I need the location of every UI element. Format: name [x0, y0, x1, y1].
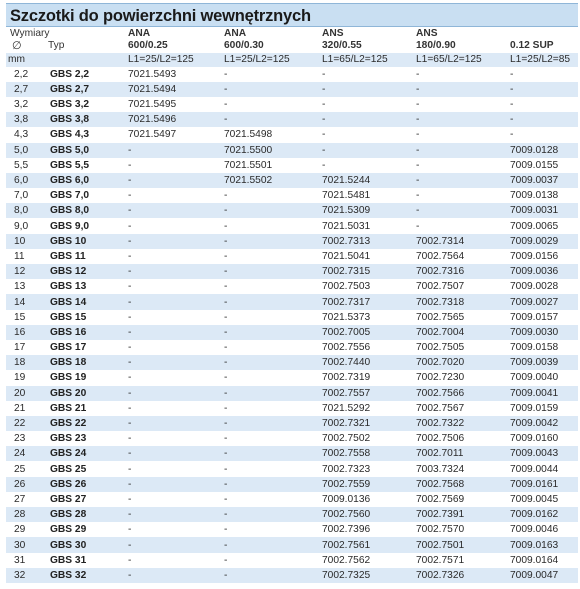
- cell-ana-600-030: 7021.5498: [224, 129, 273, 141]
- cell-ans-320-055: 7002.7317: [320, 294, 414, 309]
- cell-ana-600-025: -: [128, 372, 132, 384]
- cell-ana-600-030: -: [224, 220, 228, 232]
- cell-type: GBS 25: [50, 463, 87, 475]
- cell-type: GBS 28: [46, 507, 126, 522]
- cell-ana-600-030: -: [224, 463, 228, 475]
- cell-sup-012: 7009.0157: [510, 311, 559, 323]
- cell-sup-012: 7009.0031: [508, 203, 578, 218]
- cell-sup-012: 7009.0158: [510, 342, 559, 354]
- cell-ans-180-090: 7002.7501: [414, 537, 508, 552]
- table-row: [6, 492, 578, 507]
- cell-type: GBS 22: [46, 416, 126, 431]
- cell-type: GBS 6,0: [46, 173, 126, 188]
- cell-sup-012: 7009.0036: [508, 264, 578, 279]
- cell-ans-320-055: 7002.7319: [322, 372, 371, 384]
- cell-diameter: 30: [6, 537, 46, 552]
- cell-ans-320-055: -: [322, 68, 326, 80]
- cell-ans-320-055: 7021.5309: [320, 203, 414, 218]
- cell-diameter: 14: [6, 294, 46, 309]
- table-row: [6, 264, 578, 279]
- cell-diameter: 10: [6, 234, 46, 249]
- header-col-4-spec: 180/0.90: [416, 40, 456, 52]
- cell-sup-012: -: [510, 129, 514, 141]
- cell-type: GBS 21: [50, 402, 87, 414]
- cell-ana-600-025: -: [126, 386, 222, 401]
- cell-sup-012: 7009.0027: [508, 294, 578, 309]
- header-row-names: [6, 28, 578, 40]
- cell-diameter: 18: [6, 355, 46, 370]
- cell-ana-600-025: -: [128, 402, 132, 414]
- cell-ans-180-090: 7002.7505: [416, 342, 465, 354]
- cell-ana-600-025: -: [126, 416, 222, 431]
- cell-ans-320-055: 7002.7440: [320, 355, 414, 370]
- cell-sup-012: 7009.0156: [510, 250, 559, 262]
- cell-type: GBS 20: [46, 386, 126, 401]
- cell-ans-320-055: 7021.5373: [322, 311, 371, 323]
- table-row: [6, 249, 578, 264]
- cell-ans-320-055: 7021.5244: [320, 173, 414, 188]
- cell-diameter: 7,0: [14, 190, 29, 202]
- cell-sup-012: 7009.0037: [508, 173, 578, 188]
- cell-ans-320-055: 7002.7325: [320, 568, 414, 583]
- cell-ana-600-030: -: [224, 402, 228, 414]
- table-row: [6, 325, 578, 340]
- cell-ana-600-025: -: [128, 250, 132, 262]
- cell-ana-600-025: -: [126, 355, 222, 370]
- cell-ans-320-055: 7009.0136: [322, 493, 371, 505]
- cell-ana-600-025: -: [126, 477, 222, 492]
- cell-type: GBS 19: [50, 372, 87, 384]
- cell-ana-600-025: -: [128, 463, 132, 475]
- cell-ans-320-055: -: [320, 143, 414, 158]
- cell-sup-012: 7009.0128: [508, 143, 578, 158]
- table-row: [6, 446, 578, 461]
- cell-ans-180-090: 7002.7004: [414, 325, 508, 340]
- table-row: [6, 340, 578, 355]
- cell-type: GBS 16: [46, 325, 126, 340]
- table-row: [6, 355, 578, 370]
- cell-ana-600-030: -: [222, 537, 320, 552]
- cell-type: GBS 29: [50, 524, 87, 536]
- cell-ana-600-030: -: [224, 281, 228, 293]
- cell-ana-600-025: -: [126, 537, 222, 552]
- cell-type: GBS 15: [50, 311, 87, 323]
- cell-ana-600-030: -: [222, 82, 320, 97]
- cell-ans-320-055: -: [320, 112, 414, 127]
- cell-ans-180-090: 7002.7230: [416, 372, 465, 384]
- table-body: [6, 28, 578, 583]
- cell-type: GBS 24: [46, 446, 126, 461]
- cell-diameter: 32: [6, 568, 46, 583]
- cell-ans-320-055: 7002.7561: [320, 537, 414, 552]
- cell-diameter: 2,7: [6, 82, 46, 97]
- cell-ana-600-025: -: [126, 507, 222, 522]
- cell-diameter: 3,8: [6, 112, 46, 127]
- cell-ana-600-030: 7021.5501: [224, 159, 273, 171]
- cell-sup-012: 7009.0138: [510, 190, 559, 202]
- cell-ans-180-090: -: [414, 173, 508, 188]
- table-row: [6, 537, 578, 552]
- header-wymiary: Wymiary: [10, 28, 50, 40]
- cell-ana-600-030: 7021.5502: [222, 173, 320, 188]
- cell-ans-180-090: 7002.7567: [416, 402, 465, 414]
- cell-diameter: 12: [6, 264, 46, 279]
- table-row: [6, 461, 578, 476]
- cell-sup-012: 7009.0028: [510, 281, 559, 293]
- cell-sup-012: 7009.0041: [508, 386, 578, 401]
- cell-ans-180-090: 7002.7011: [414, 446, 508, 461]
- cell-ana-600-030: -: [222, 294, 320, 309]
- cell-ana-600-025: -: [126, 234, 222, 249]
- cell-sup-012: 7009.0045: [510, 493, 559, 505]
- cell-diameter: 6,0: [6, 173, 46, 188]
- cell-ana-600-030: -: [224, 190, 228, 202]
- table-row: [6, 203, 578, 218]
- cell-diameter: 26: [6, 477, 46, 492]
- table-row: [6, 416, 578, 431]
- cell-ans-320-055: 7002.7559: [320, 477, 414, 492]
- header-col-3-spec: 320/0.55: [322, 40, 362, 52]
- cell-ans-180-090: 7002.7566: [414, 386, 508, 401]
- header-col-4-name: ANS: [416, 28, 438, 40]
- table-row: [6, 370, 578, 385]
- table-row: [6, 553, 578, 568]
- cell-sup-012: 7009.0155: [510, 159, 559, 171]
- cell-sup-012: 7009.0039: [508, 355, 578, 370]
- cell-type: GBS 14: [46, 294, 126, 309]
- cell-ana-600-030: -: [224, 99, 228, 111]
- table-row: [6, 82, 578, 97]
- cell-ana-600-025: -: [126, 325, 222, 340]
- table-row: [6, 310, 578, 325]
- table-row: [6, 386, 578, 401]
- cell-ans-320-055: 7002.7323: [322, 463, 371, 475]
- cell-sup-012: 7009.0164: [510, 554, 559, 566]
- header-col-5-spec: 0.12 SUP: [510, 40, 554, 52]
- cell-type: GBS 31: [50, 554, 87, 566]
- cell-ans-180-090: -: [414, 82, 508, 97]
- cell-diameter: 29: [14, 524, 26, 536]
- cell-sup-012: -: [508, 112, 578, 127]
- cell-ans-320-055: 7002.7503: [322, 281, 371, 293]
- header-mm: mm: [6, 53, 46, 67]
- cell-ana-600-030: -: [222, 446, 320, 461]
- cell-ans-320-055: -: [322, 99, 326, 111]
- cell-diameter: 11: [14, 250, 25, 262]
- header-col-1-spec: 600/0.25: [128, 40, 168, 52]
- cell-diameter: 8,0: [6, 203, 46, 218]
- cell-diameter: 24: [6, 446, 46, 461]
- table-row: [6, 401, 578, 416]
- cell-sup-012: 7009.0161: [508, 477, 578, 492]
- cell-type: GBS 32: [46, 568, 126, 583]
- table-row: [6, 507, 578, 522]
- cell-ans-180-090: 7002.7564: [416, 250, 465, 262]
- cell-ana-600-030: -: [222, 386, 320, 401]
- header-col-2-name: ANA: [224, 28, 247, 40]
- cell-ana-600-030: -: [224, 311, 228, 323]
- cell-ans-180-090: 7002.7565: [416, 311, 465, 323]
- cell-ans-180-090: 7002.7571: [416, 554, 465, 566]
- table-row: [6, 431, 578, 446]
- cell-ans-180-090: -: [414, 112, 508, 127]
- cell-sup-012: 7009.0040: [510, 372, 559, 384]
- cell-ans-180-090: -: [416, 129, 420, 141]
- header-col-3-size: L1=65/L2=125: [320, 53, 414, 67]
- cell-type: GBS 17: [50, 342, 87, 354]
- cell-sup-012: 7009.0029: [508, 234, 578, 249]
- table-row: [6, 477, 578, 492]
- cell-type: GBS 3,2: [50, 99, 90, 111]
- cell-ana-600-025: -: [128, 342, 132, 354]
- cell-sup-012: -: [510, 99, 514, 111]
- cell-sup-012: -: [510, 68, 514, 80]
- cell-type: GBS 7,0: [50, 190, 90, 202]
- cell-ans-320-055: 7021.5481: [322, 190, 371, 202]
- cell-sup-012: 7009.0047: [508, 568, 578, 583]
- cell-ana-600-030: -: [222, 477, 320, 492]
- cell-ans-320-055: 7002.7321: [320, 416, 414, 431]
- cell-type: GBS 3,8: [46, 112, 126, 127]
- cell-sup-012: -: [508, 82, 578, 97]
- cell-type: GBS 30: [46, 537, 126, 552]
- diameter-icon: ∅: [12, 40, 22, 53]
- cell-diameter: 16: [6, 325, 46, 340]
- cell-ana-600-030: -: [222, 234, 320, 249]
- cell-ans-180-090: 7002.7322: [414, 416, 508, 431]
- cell-sup-012: 7009.0046: [510, 524, 559, 536]
- cell-ans-320-055: 7002.7562: [322, 554, 371, 566]
- cell-type: GBS 10: [46, 234, 126, 249]
- table-row: [6, 568, 578, 583]
- cell-diameter: 15: [14, 311, 26, 323]
- cell-diameter: 21: [14, 402, 26, 414]
- cell-ana-600-025: -: [126, 173, 222, 188]
- cell-type: GBS 12: [46, 264, 126, 279]
- cell-sup-012: 7009.0044: [510, 463, 559, 475]
- cell-ans-180-090: 7002.7570: [416, 524, 465, 536]
- header-row-units: [6, 53, 578, 67]
- cell-type: GBS 26: [46, 477, 126, 492]
- cell-type: GBS 23: [50, 433, 87, 445]
- cell-ana-600-025: -: [126, 294, 222, 309]
- cell-ana-600-025: -: [128, 281, 132, 293]
- cell-ans-320-055: 7002.7560: [320, 507, 414, 522]
- cell-diameter: 9,0: [14, 220, 29, 232]
- header-col-1-size: L1=25/L2=125: [126, 53, 222, 67]
- table-row: [6, 143, 578, 158]
- cell-ana-600-025: 7021.5496: [126, 112, 222, 127]
- cell-ana-600-025: -: [126, 143, 222, 158]
- header-col-5-size: L1=25/L2=85: [508, 53, 578, 67]
- cell-ans-180-090: -: [414, 143, 508, 158]
- cell-ans-180-090: 7002.7391: [414, 507, 508, 522]
- cell-ana-600-030: -: [222, 568, 320, 583]
- cell-ana-600-030: -: [224, 372, 228, 384]
- header-col-1-name: ANA: [128, 28, 151, 40]
- header-col-2-size: L1=25/L2=125: [222, 53, 320, 67]
- product-table: [6, 28, 578, 583]
- cell-type: GBS 5,5: [50, 159, 90, 171]
- cell-ans-180-090: -: [416, 99, 420, 111]
- cell-ana-600-025: -: [126, 264, 222, 279]
- cell-ana-600-030: -: [224, 493, 228, 505]
- cell-diameter: 22: [6, 416, 46, 431]
- cell-type: GBS 8,0: [46, 203, 126, 218]
- cell-ans-320-055: 7021.5292: [322, 402, 371, 414]
- cell-type: GBS 2,2: [50, 68, 90, 80]
- header-col-3-name: ANS: [322, 28, 344, 40]
- cell-ana-600-025: -: [128, 311, 132, 323]
- table-row: [6, 127, 578, 142]
- cell-ans-180-090: 7002.7316: [414, 264, 508, 279]
- cell-ans-180-090: -: [416, 68, 420, 80]
- cell-type: GBS 27: [50, 493, 87, 505]
- header-col-5-name: [508, 28, 578, 40]
- cell-diameter: 4,3: [14, 129, 29, 141]
- cell-type: GBS 18: [46, 355, 126, 370]
- table-row: [6, 279, 578, 294]
- table-row: [6, 234, 578, 249]
- cell-diameter: 13: [14, 281, 26, 293]
- cell-ana-600-030: 7021.5500: [222, 143, 320, 158]
- table-row: [6, 294, 578, 309]
- cell-sup-012: 7009.0160: [510, 433, 559, 445]
- cell-ans-180-090: 7002.7326: [414, 568, 508, 583]
- cell-diameter: 5,0: [6, 143, 46, 158]
- table-row: [6, 522, 578, 537]
- cell-ana-600-030: -: [222, 264, 320, 279]
- cell-diameter: 2,2: [14, 68, 29, 80]
- cell-ana-600-030: -: [222, 203, 320, 218]
- table-row: [6, 97, 578, 112]
- table-row: [6, 158, 578, 173]
- cell-ans-320-055: -: [320, 82, 414, 97]
- cell-sup-012: 7009.0042: [508, 416, 578, 431]
- cell-diameter: 5,5: [14, 159, 29, 171]
- cell-ans-180-090: 7002.7314: [414, 234, 508, 249]
- cell-ans-180-090: -: [416, 190, 420, 202]
- cell-ans-180-090: -: [416, 159, 420, 171]
- cell-ans-180-090: -: [414, 203, 508, 218]
- cell-sup-012: 7009.0065: [510, 220, 559, 232]
- cell-ans-320-055: -: [322, 159, 326, 171]
- cell-type: GBS 4,3: [50, 129, 90, 141]
- cell-ans-180-090: 7002.7507: [416, 281, 465, 293]
- cell-ana-600-030: -: [224, 250, 228, 262]
- cell-ana-600-025: -: [126, 203, 222, 218]
- cell-type: GBS 2,7: [46, 82, 126, 97]
- header-typ: Typ: [48, 40, 65, 52]
- cell-ans-320-055: -: [322, 129, 326, 141]
- cell-ans-320-055: 7002.7005: [320, 325, 414, 340]
- cell-ana-600-025: -: [128, 220, 132, 232]
- cell-ana-600-030: -: [224, 524, 228, 536]
- cell-ans-180-090: 7002.7020: [414, 355, 508, 370]
- cell-ana-600-030: -: [224, 342, 228, 354]
- cell-ana-600-030: -: [222, 416, 320, 431]
- cell-ana-600-030: -: [222, 355, 320, 370]
- cell-ans-320-055: 7002.7557: [320, 386, 414, 401]
- cell-ana-600-025: -: [128, 159, 132, 171]
- page-title: Szczotki do powierzchni wewnętrznych: [6, 3, 578, 27]
- cell-ana-600-025: 7021.5493: [128, 68, 177, 80]
- cell-ans-320-055: 7002.7396: [322, 524, 371, 536]
- cell-ana-600-025: -: [128, 190, 132, 202]
- cell-ana-600-030: -: [224, 68, 228, 80]
- cell-ana-600-030: -: [224, 433, 228, 445]
- table-row: [6, 67, 578, 82]
- cell-ans-180-090: -: [416, 220, 420, 232]
- cell-ana-600-025: -: [128, 433, 132, 445]
- cell-diameter: 20: [6, 386, 46, 401]
- cell-ans-320-055: 7002.7558: [320, 446, 414, 461]
- header-col-4-size: L1=65/L2=125: [414, 53, 508, 67]
- cell-ans-180-090: 7002.7506: [416, 433, 465, 445]
- cell-ans-180-090: 7003.7324: [416, 463, 465, 475]
- cell-ana-600-030: -: [222, 507, 320, 522]
- cell-diameter: 23: [14, 433, 26, 445]
- cell-ana-600-025: -: [126, 568, 222, 583]
- cell-ans-180-090: 7002.7569: [416, 493, 465, 505]
- cell-ana-600-030: -: [224, 554, 228, 566]
- cell-diameter: 19: [14, 372, 26, 384]
- cell-ana-600-025: -: [126, 446, 222, 461]
- header-col-2-spec: 600/0.30: [224, 40, 264, 52]
- cell-ans-320-055: 7002.7315: [320, 264, 414, 279]
- cell-type: GBS 13: [50, 281, 87, 293]
- cell-sup-012: 7009.0043: [508, 446, 578, 461]
- cell-ana-600-025: 7021.5494: [126, 82, 222, 97]
- cell-ans-180-090: 7002.7318: [414, 294, 508, 309]
- cell-ans-320-055: 7021.5031: [322, 220, 371, 232]
- cell-ans-320-055: 7002.7313: [320, 234, 414, 249]
- table-row: [6, 218, 578, 233]
- cell-type: GBS 5,0: [46, 143, 126, 158]
- cell-sup-012: 7009.0163: [508, 537, 578, 552]
- cell-ana-600-030: -: [222, 325, 320, 340]
- cell-ana-600-025: 7021.5495: [128, 99, 177, 111]
- cell-diameter: 3,2: [14, 99, 29, 111]
- cell-diameter: 27: [14, 493, 26, 505]
- cell-sup-012: 7009.0159: [510, 402, 559, 414]
- cell-ana-600-025: -: [128, 524, 132, 536]
- cell-diameter: 25: [14, 463, 26, 475]
- cell-ans-180-090: 7002.7568: [414, 477, 508, 492]
- header-row-specs: [6, 40, 578, 52]
- table-row: [6, 173, 578, 188]
- cell-type: GBS 9,0: [50, 220, 90, 232]
- cell-diameter: 31: [14, 554, 26, 566]
- cell-ana-600-025: 7021.5497: [128, 129, 177, 141]
- cell-ans-320-055: 7002.7556: [322, 342, 371, 354]
- cell-ana-600-025: -: [128, 554, 132, 566]
- cell-ans-320-055: 7021.5041: [322, 250, 371, 262]
- cell-sup-012: 7009.0162: [508, 507, 578, 522]
- table-row: [6, 188, 578, 203]
- table-row: [6, 112, 578, 127]
- cell-ana-600-030: -: [222, 112, 320, 127]
- header-units-empty: [46, 53, 126, 67]
- cell-sup-012: 7009.0030: [508, 325, 578, 340]
- cell-ana-600-025: -: [128, 493, 132, 505]
- cell-diameter: 17: [14, 342, 26, 354]
- cell-diameter: 28: [6, 507, 46, 522]
- cell-type: GBS 11: [50, 250, 86, 262]
- cell-ans-320-055: 7002.7502: [322, 433, 371, 445]
